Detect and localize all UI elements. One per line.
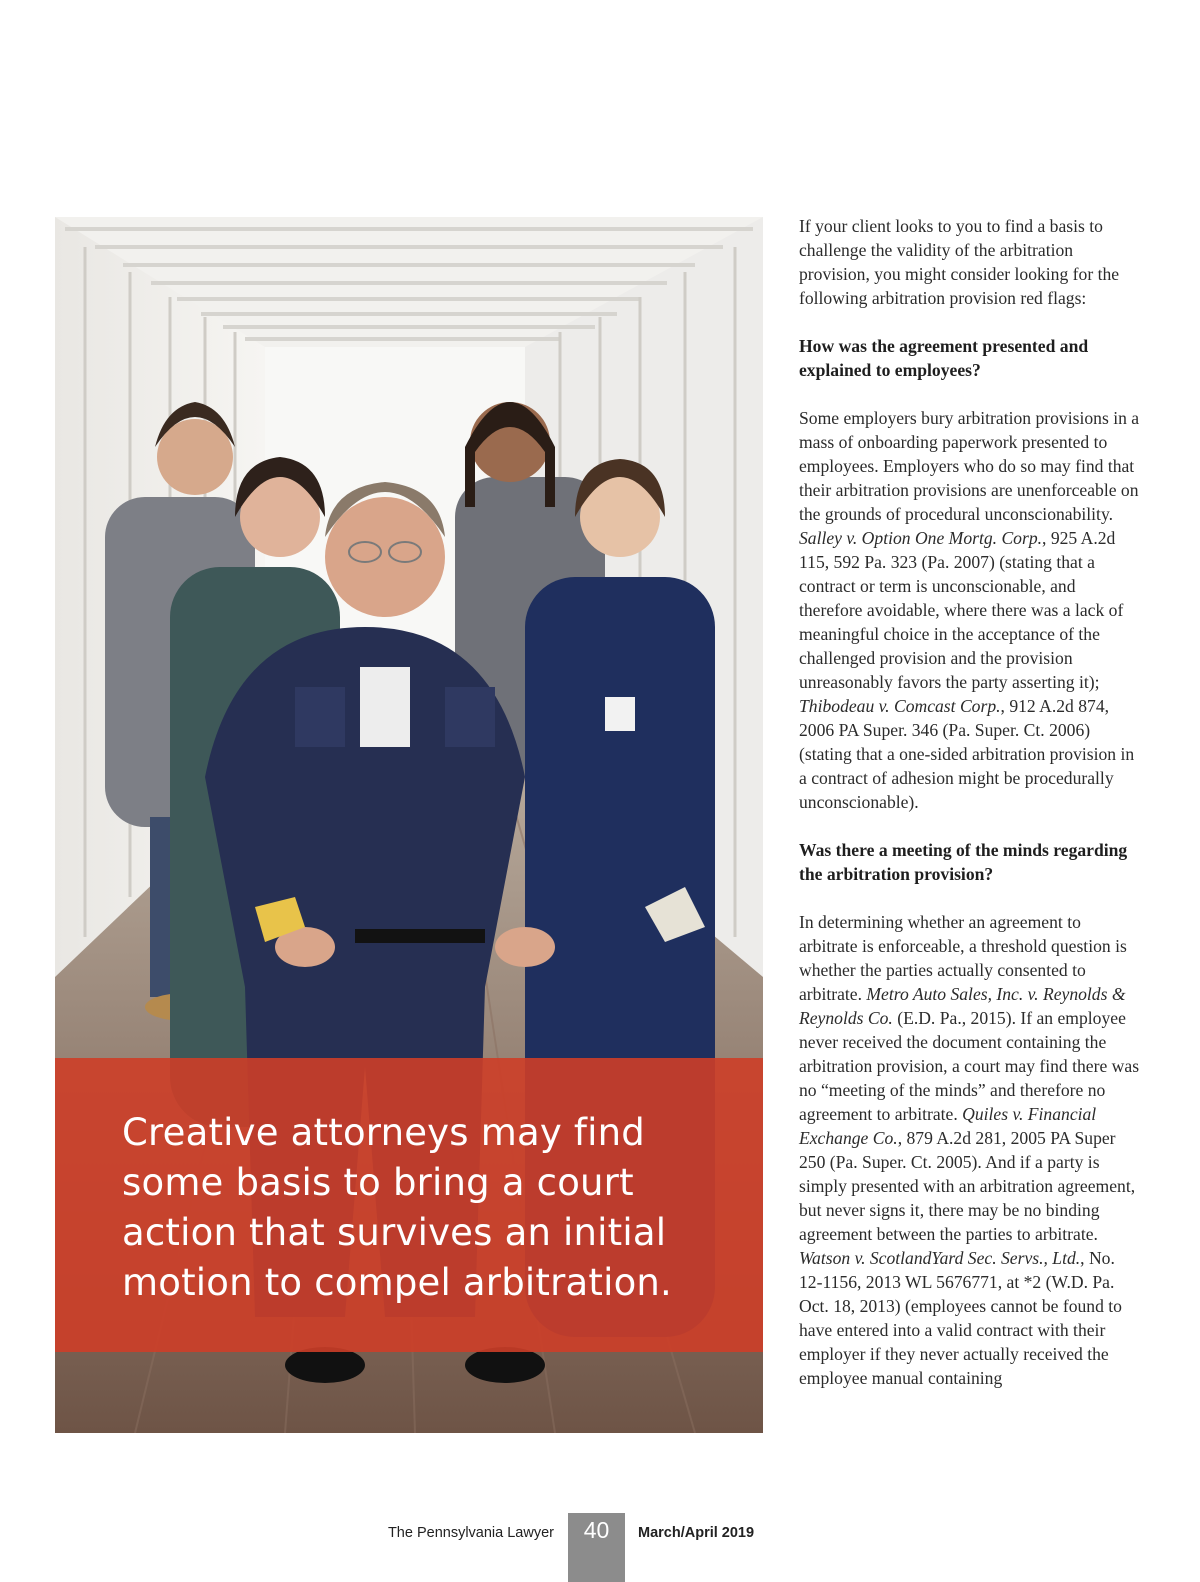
article-column [799,214,1141,1414]
pullquote: Creative attorneys may find some basis to bring a court action that survives an initial motion to compel arbitration. [122,1111,673,1304]
intro-paragraph: If your client looks to you to find a basis to challenge the validity of the arbitration provision, you might consider looking for the following arbitration provision red flags: [799,216,1120,308]
case-citation: Salley v. Option One Mortg. Corp. [799,528,1043,548]
section-heading-presentation: How was the agreement presented and explained to employees? [799,336,1089,380]
pullquote-box [55,1058,763,1352]
section-heading-meeting-of-minds: Was there a meeting of the minds regarding the arbitration provision? [799,840,1128,884]
case-citation: Thibodeau v. Comcast Corp. [799,696,1001,716]
paragraph-procedural-unconscionability: Some employers bury arbitration provisions in a mass of onboarding paperwork presented to employees. Employers who do so may find that their arbitration provisions are unenforceable on the grounds of procedural unconscionability. Salley v. Option One Mortg. Corp., 925 A.2d 115, 592 Pa. 323 (Pa. 2007) (stating that a contract or term is unconscionable, and therefore avoidable, where there was a lack of meaningful choice in the acceptance of the challenged provision and the provision unreasonably favors the party asserting it); Thibodeau v. Comcast Corp., 912 A.2d 874, 2006 PA Super. 346 (Pa. Super. Ct. 2006) (stating that a one-sided arbitration provision in a contract of adhesion might be procedurally unconscionable). [799,408,1140,812]
case-citation: Metro Auto Sales, Inc. v. Reynolds & Reynolds Co. [799,984,1126,1028]
case-citation: Quiles v. Financial Exchange Co. [799,1104,1097,1148]
case-citation: Watson v. ScotlandYard Sec. Servs., Ltd. [799,1248,1081,1268]
page-number-box [568,1513,625,1582]
page-number: 40 [583,1517,610,1543]
paragraph-meeting-of-minds: In determining whether an agreement to arbitrate is enforceable, a threshold question is whether the parties actually consented to arbitrate. Metro Auto Sales, Inc. v. Reynolds & Reynolds Co. (E.D. Pa., 2015). If an employee never received the document containing the arbitration provision, a court may find there was no “meeting of the minds” and therefore no agreement to arbitrate. Quiles v. Financial Exchange Co., 879 A.2d 281, 2005 PA Super 250 (Pa. Super. Ct. 2005). And if a party is simply presented with an arbitration agreement, but never signs it, there may be no binding agreement between the parties to arbitrate. Watson v. ScotlandYard Sec. Servs., Ltd., No. 12-1156, 2013 WL 5676771, at *2 (W.D. Pa. Oct. 18, 2013) (employees cannot be found to have entered into a valid contract with their employer if they never actually received the employee manual containing [799,912,1140,1388]
page-footer [0,1513,1200,1582]
issue-date: March/April 2019 [638,1525,755,1541]
publication-name: The Pennsylvania Lawyer [387,1525,554,1541]
